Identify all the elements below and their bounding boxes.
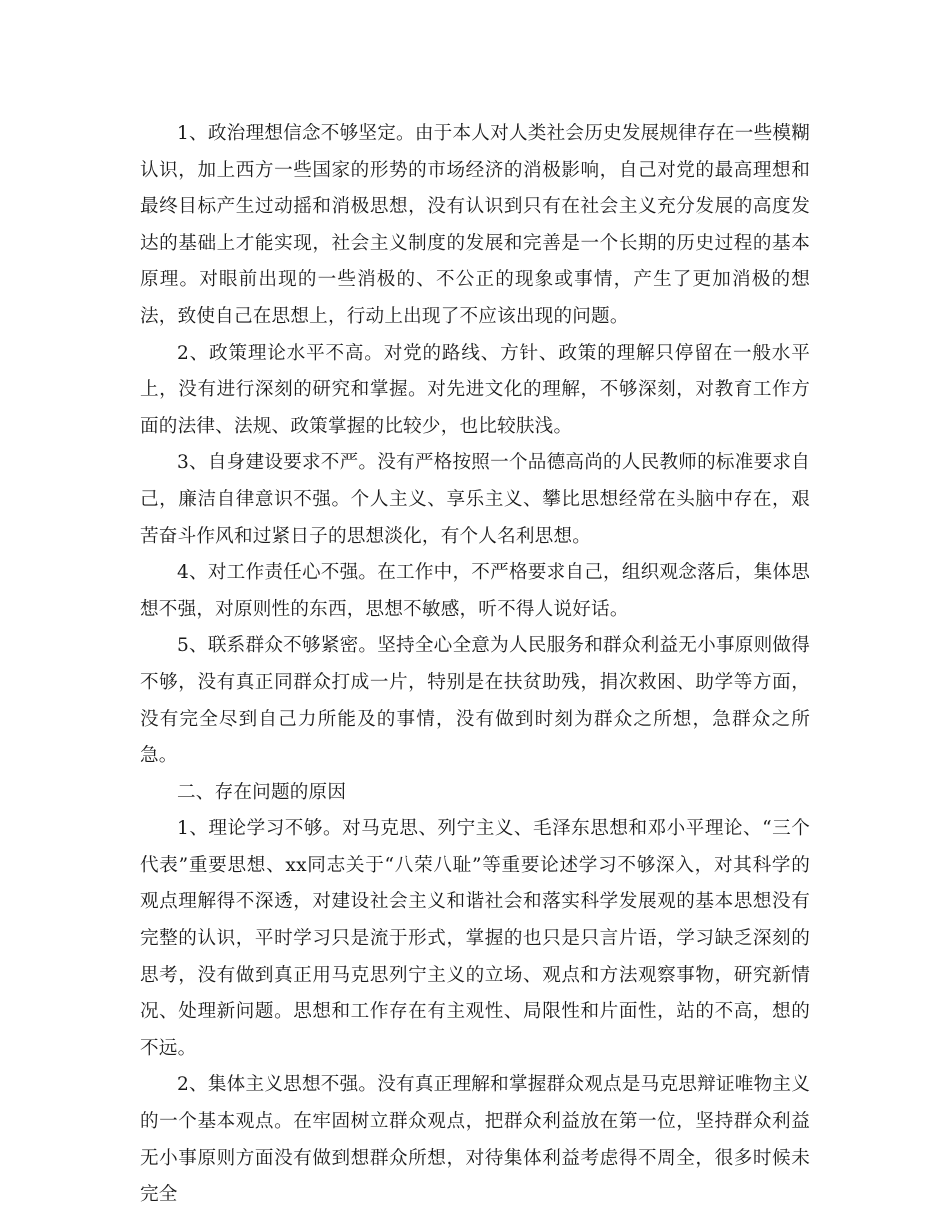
document-body (140, 116, 810, 1214)
paragraph-mass-connection: 5、联系群众不够紧密。坚持全心全意为人民服务和群众利益无小事原则做得不够，没有真正同群众打成一片，特别是在扶贫助残，捐次救困、助学等方面，没有完全尽到自己力所能及的事情，没有做到时刻为群众之所想，急群众之所急。 (140, 635, 810, 767)
paragraph-self-discipline: 3、自身建设要求不严。没有严格按照一个品德高尚的人民教师的标准要求自己，廉洁自律意识不强。个人主义、享乐主义、攀比思想经常在头脑中存在，艰苦奋斗作风和过紧日子的思想淡化，有个人名利思想。 (140, 452, 810, 547)
paragraph-political-belief: 1、政治理想信念不够坚定。由于本人对人类社会历史发展规律存在一些模糊认识，加上西方一些国家的形势的市场经济的消极影响，自己对党的最高理想和最终目标产生过动摇和消极思想，没有认识到只有在社会主义充分发展的高度发达的基础上才能实现，社会主义制度的发展和完善是一个长期的历史过程的基本原理。对眼前出现的一些消极的、不公正的现象或事情，产生了更加消极的想法，致使自己在思想上，行动上出现了不应该出现的问题。 (140, 123, 810, 327)
paragraph-work-responsibility: 4、对工作责任心不强。在工作中，不严格要求自己，组织观念落后，集体思想不强，对原则性的东西，思想不敏感，听不得人说好话。 (140, 562, 810, 620)
paragraph-policy-theory: 2、政策理论水平不高。对党的路线、方针、政策的理解只停留在一般水平上，没有进行深刻的研究和掌握。对先进文化的理解，不够深刻，对教育工作方面的法律、法规、政策掌握的比较少，也比较肤浅。 (140, 342, 810, 437)
paragraph-theory-study: 1、理论学习不够。对马克思、列宁主义、毛泽东思想和邓小平理论、“三个代表”重要思想、xx同志关于“八荣八耻”等重要论述学习不够深入，对其科学的观点理解得不深透，对建设社会主义和谐社会和落实科学发展观的基本思想没有完整的认识，平时学习只是流于形式，掌握的也只是只言片语，学习缺乏深刻的思考，没有做到真正用马克思列宁主义的立场、观点和方法观察事物，研究新情况、处理新问题。思想和工作存在有主观性、局限性和片面性，站的不高，想的不远。 (140, 818, 810, 1059)
paragraph-collectivism: 2、集体主义思想不强。没有真正理解和掌握群众观点是马克思辩证唯物主义的一个基本观点。在牢固树立群众观点，把群众利益放在第一位，坚持群众利益无小事原则方面没有做到想群众所想，对待集体利益考虑得不周全，很多时候未完全 (140, 1074, 810, 1206)
section-heading-causes: 二、存在问题的原因 (177, 781, 347, 803)
